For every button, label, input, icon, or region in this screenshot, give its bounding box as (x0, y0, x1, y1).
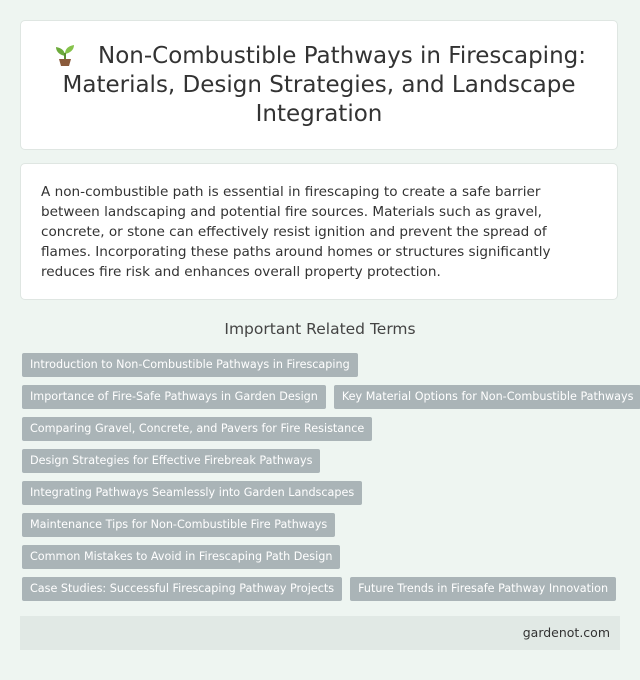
page-title (51, 42, 587, 129)
term-tag[interactable]: Design Strategies for Effective Firebreak Pathways (22, 449, 320, 473)
title-card (20, 20, 618, 150)
term-tag[interactable]: Comparing Gravel, Concrete, and Pavers for Fire Resistance (22, 417, 372, 441)
term-tag[interactable]: Integrating Pathways Seamlessly into Garden Landscapes (22, 481, 362, 505)
term-tag[interactable]: Common Mistakes to Avoid in Firescaping Path Design (22, 545, 340, 569)
term-row (22, 545, 622, 569)
term-tag[interactable]: Importance of Fire-Safe Pathways in Garden Design (22, 385, 326, 409)
term-tag[interactable]: Introduction to Non-Combustible Pathways in Firescaping (22, 353, 358, 377)
related-terms-list (22, 353, 634, 609)
term-row (22, 353, 622, 377)
page-title-text: Non-Combustible Pathways in Firescaping: Materials, Design Strategies, and Landscape Integration (62, 42, 586, 127)
term-tag[interactable]: Maintenance Tips for Non-Combustible Fire Pathways (22, 513, 335, 537)
term-row (22, 417, 622, 441)
footer-site-link[interactable]: gardenot.com (522, 625, 610, 640)
footer (20, 616, 620, 650)
term-tag[interactable]: Key Material Options for Non-Combustible Pathways (334, 385, 640, 409)
term-row (22, 577, 622, 601)
related-terms-heading: Important Related Terms (224, 320, 416, 338)
term-row (22, 513, 622, 537)
term-row (22, 449, 622, 473)
term-row (22, 385, 634, 409)
term-tag[interactable]: Future Trends in Firesafe Pathway Innovation (350, 577, 616, 601)
summary-card (20, 163, 618, 300)
term-tag[interactable]: Case Studies: Successful Firescaping Pathway Projects (22, 577, 342, 601)
seedling-icon (52, 42, 78, 66)
term-row (22, 481, 622, 505)
summary-text: A non-combustible path is essential in firescaping to create a safe barrier between landscaping and potential fire sources. Materials such as gravel, concrete, or stone can effectively resist ignition and prevent the spread of flames. Incorporating these paths around homes or structures significantly reduces fire risk and enhances overall property protection. (41, 184, 551, 280)
